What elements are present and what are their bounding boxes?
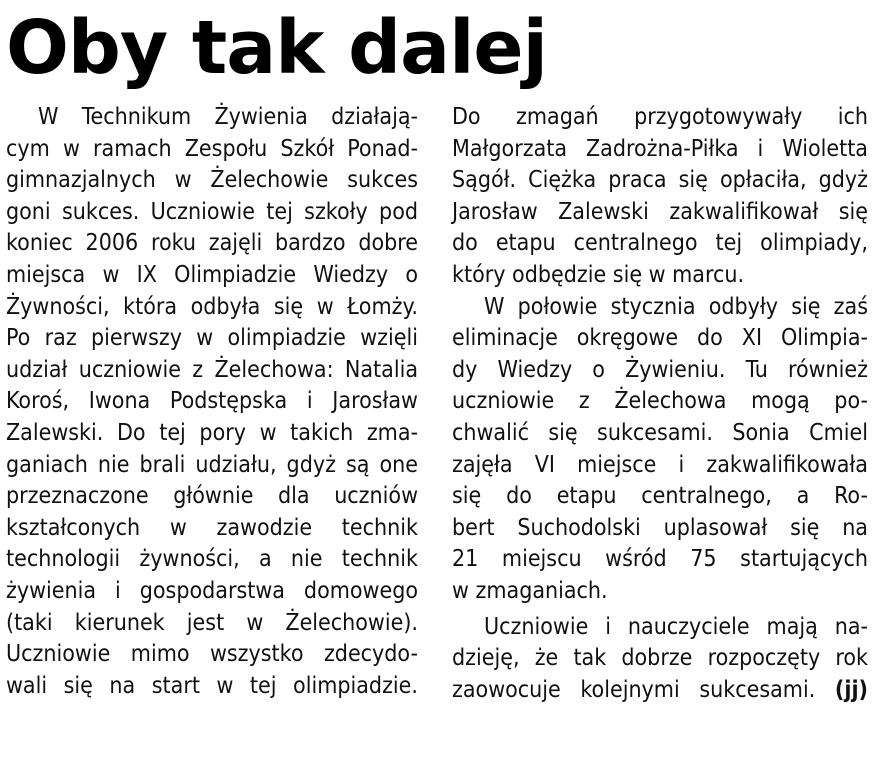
text-line: zajęła VI miejsce i zakwalifikowała xyxy=(452,451,868,478)
article-column-right xyxy=(452,102,868,706)
text-line: się do etapu centralnego, a Ro- xyxy=(452,483,868,510)
text-line: Do zmagań przygotowywały ich xyxy=(452,104,868,130)
text-line: kształconych w zawodzie technik xyxy=(6,514,418,541)
text-line: Uczniowie i nauczyciele mają na- xyxy=(484,613,868,640)
text-line: gimnazjalnych w Żelechowie sukces xyxy=(6,167,418,194)
author-signature: (jj) xyxy=(834,676,868,703)
text-line: Zalewski. Do tej pory w takich zma- xyxy=(6,419,418,446)
text-line: Koroś, Iwona Podstępska i Jarosław xyxy=(6,388,418,415)
text-line: Małgorzata Zadrożna-Piłka i Wioletta xyxy=(452,135,868,162)
text-line: goni sukces. Uczniowie tej szkoły pod xyxy=(6,198,418,225)
text-line: dzieję, że tak dobrze rozpoczęty rok xyxy=(452,645,868,672)
text-line: eliminacje okręgowe do XI Olimpia- xyxy=(452,325,868,352)
text-line: udział uczniowie z Żelechowa: Natalia xyxy=(6,356,418,383)
text-line: Po raz pierwszy w olimpiadzie wzięli xyxy=(6,325,418,352)
text-line: cym w ramach Zespołu Szkół Ponad- xyxy=(6,135,418,162)
text-line: (taki kierunek jest w Żelechowie). xyxy=(6,609,418,636)
text-line: który odbędzie się w marcu. xyxy=(452,261,745,288)
text-line: Sągół. Ciężka praca się opłaciła, gdyż xyxy=(452,167,868,194)
text-line: W Technikum Żywienia działają- xyxy=(38,104,418,130)
text-line: Jarosław Zalewski zakwalifikował się xyxy=(452,198,868,225)
text-line: wali się na start w tej olimpiadzie. xyxy=(6,672,418,699)
article-title: Oby tak dalej xyxy=(6,5,547,91)
text-line-final xyxy=(452,675,868,707)
text-line: Żywności, która odbyła się w Łomży. xyxy=(6,293,418,320)
text-line-content: zaowocuje kolejnymi sukcesami. xyxy=(452,676,816,703)
text-line: do etapu centralnego tej olimpiady, xyxy=(452,230,868,257)
text-line: W połowie stycznia odbyły się zaś xyxy=(484,293,868,320)
text-line: bert Suchodolski uplasował się na xyxy=(452,514,868,541)
text-line: żywienia i gospodarstwa domowego xyxy=(6,577,418,604)
text-line: chwalić się sukcesami. Sonia Cmiel xyxy=(452,419,868,446)
text-line: Uczniowie mimo wszystko zdecydo- xyxy=(6,641,418,668)
text-line: uczniowie z Żelechowa mogą po- xyxy=(452,388,868,415)
text-line: ganiach nie brali udziału, gdyż są one xyxy=(6,451,418,478)
text-line: technologii żywności, a nie technik xyxy=(6,546,418,573)
text-line: miejsca w IX Olimpiadzie Wiedzy o xyxy=(6,261,418,288)
article-column-left xyxy=(6,102,418,702)
text-line: dy Wiedzy o Żywieniu. Tu również xyxy=(452,356,868,383)
text-line: koniec 2006 roku zajęli bardzo dobre xyxy=(6,230,418,257)
text-line: przeznaczone głównie dla uczniów xyxy=(6,483,418,510)
text-line: w zmaganiach. xyxy=(452,577,608,604)
text-line: 21 miejscu wśród 75 startujących xyxy=(452,546,868,573)
